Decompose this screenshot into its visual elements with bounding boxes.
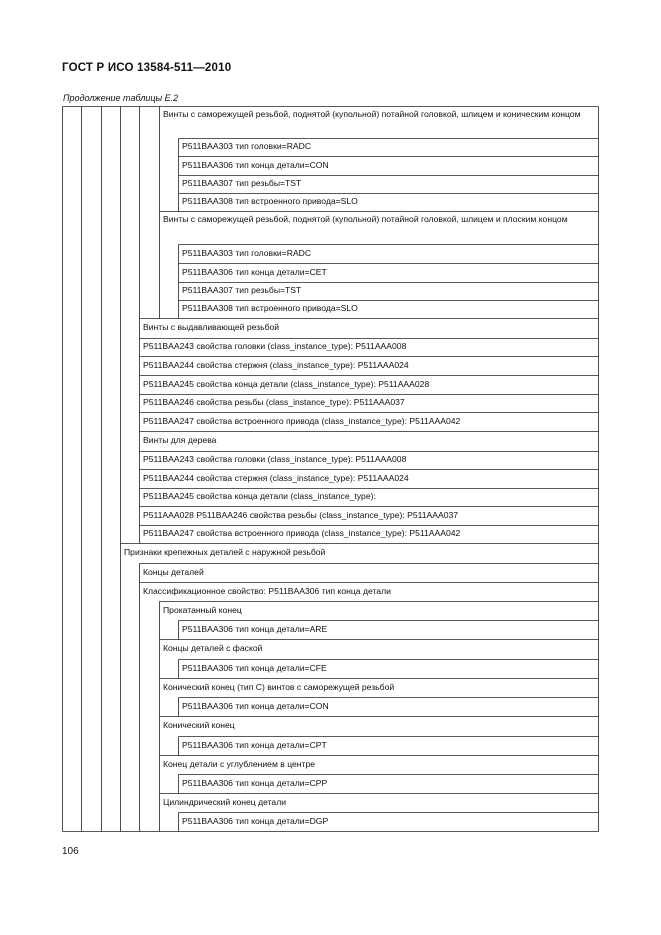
table-cell: P511BAA307 тип резьбы=TST [182,178,302,189]
table-cell: Винты с саморежущей резьбой, поднятой (купольной) потайной головкой, шлицем и плоским концом [163,214,568,224]
table-cell: P511BAA246 свойства резьбы (class_instance_type): P511AAA037 [143,397,405,408]
table-cell: Винты для дерева [143,435,217,446]
table-cell: P511AAA028 P511BAA246 свойства резьбы (class_instance_type): P511AAA037 [143,509,459,520]
table-cell: Признаки крепежных деталей с наружной резьбой [124,547,326,558]
table-cell: Классификационное свойство: P511BAA306 тип конца детали [143,585,391,596]
table-cell: P511BAA306 тип конца детали=CPP [182,777,328,788]
table-cell: P511BAA307 тип резьбы=TST [182,285,302,296]
table-cell: P511BAA243 свойства головки (class_instance_type): P511AAA008 [143,341,407,352]
table-cell: P511BAA303 тип головки=RADC [182,141,312,152]
table-cell: P511BAA308 тип встроенного привода=SLO [182,196,358,207]
table-cell: P511BAA243 свойства головки (class_instance_type): P511AAA008 [143,454,407,465]
table-cell: P511BAA306 тип конца детали=ARE [182,623,328,634]
table-cell: Концы деталей [143,566,204,577]
table-cell: Конец детали с углублением в центре [163,758,316,769]
table-cell: P511BAA306 тип конца детали=CON [182,159,329,170]
document-header: ГОСТ Р ИСО 13584-511—2010 [62,62,232,74]
table-cell: P511BAA244 свойства стержня (class_instance_type): P511AAA024 [143,472,409,483]
table-cell: P511BAA303 тип головки=RADC [182,247,312,258]
table-cell: Винты с саморежущей резьбой, поднятой (купольной) потайной головкой, шлицем и коническим концом [163,109,581,119]
table-cell: P511BAA247 свойства встроенного привода (class_instance_type): P511AAA042 [143,528,461,539]
table-cell: Конический конец [163,720,235,731]
table-cell: P511BAA247 свойства встроенного привода (class_instance_type): P511AAA042 [143,415,461,426]
table-caption: Продолжение таблицы Е.2 [63,93,179,103]
table-cell: P511BAA244 свойства стержня (class_instance_type): P511AAA024 [143,359,409,370]
table-cell: P511BAA306 тип конца детали=CFE [182,662,327,673]
classification-table [62,106,598,837]
table-cell: P511BAA306 тип конца детали=DGP [182,815,329,826]
table-cell: Конический конец (тип С) винтов с саморежущей резьбой [163,681,395,692]
table-cell: P511BAA306 тип конца детали=CON [182,700,329,711]
table-cell: Концы деталей с фаской [163,643,263,654]
table-cell: P511BAA245 свойства конца детали (class_instance_type): [143,491,376,502]
table-cell: P511BAA245 свойства конца детали (class_instance_type): P511AAA028 [143,378,430,389]
table-cell: P511BAA308 тип встроенного привода=SLO [182,303,358,314]
table-cell: Винты с выдавливающей резьбой [143,322,280,333]
table-cell: Цилиндрический конец детали [163,796,287,807]
page-number: 106 [62,846,79,857]
table-cell: Прокатанный конец [163,604,242,615]
table-cell: P511BAA306 тип конца детали=CPT [182,739,327,750]
table-cell: P511BAA306 тип конца детали=CET [182,266,327,277]
